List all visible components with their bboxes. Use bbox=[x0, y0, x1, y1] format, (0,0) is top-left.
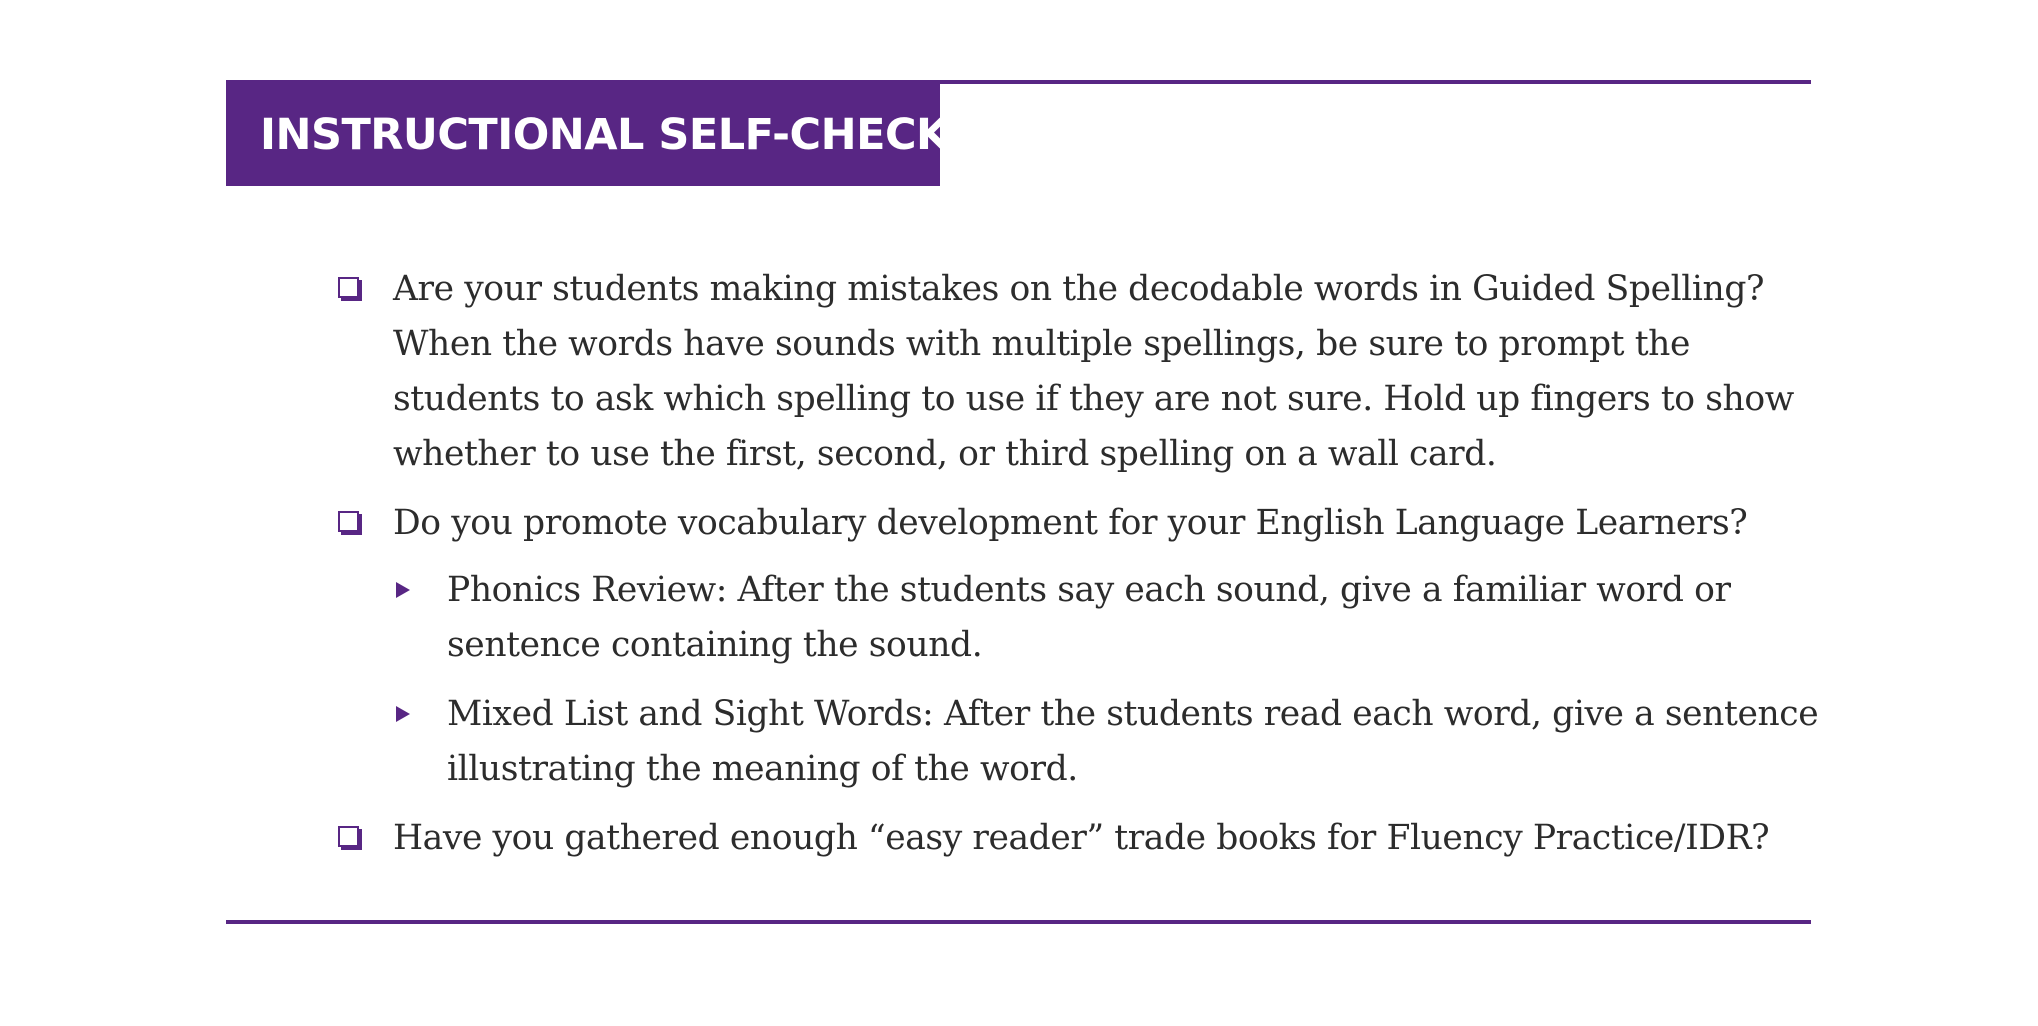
section-title: INSTRUCTIONAL SELF-CHECK bbox=[260, 110, 949, 160]
checklist-item bbox=[338, 496, 1828, 797]
checklist-item-text: Have you gathered enough “easy reader” trade books for Fluency Practice/IDR? bbox=[393, 818, 1770, 858]
checkbox-icon[interactable] bbox=[338, 826, 359, 847]
sub-item-text: Phonics Review: After the students say each sound, give a familiar word or sentence containing the sound. bbox=[447, 570, 1731, 665]
self-check-list bbox=[338, 262, 1828, 880]
checklist-item-text: Do you promote vocabulary development for your English Language Learners? bbox=[393, 503, 1748, 543]
checkbox-icon[interactable] bbox=[338, 511, 359, 532]
triangle-bullet-icon bbox=[396, 582, 410, 598]
sub-list-item bbox=[393, 687, 1828, 797]
checklist-item bbox=[338, 262, 1828, 482]
checklist-item bbox=[338, 811, 1828, 866]
checkbox-icon[interactable] bbox=[338, 277, 359, 298]
checklist-item-text: Are your students making mistakes on the decodable words in Guided Spelling? When the words have sounds with multiple spellings, be sure to prompt the students to ask which spelling to use if they are not sure. Hold up fingers to show whether to use the first, second, or third spelling on a wall card. bbox=[393, 269, 1794, 474]
triangle-bullet-icon bbox=[396, 706, 410, 722]
bottom-divider bbox=[226, 920, 1811, 924]
sub-list-item bbox=[393, 563, 1828, 673]
sub-list bbox=[393, 563, 1828, 797]
sub-item-text: Mixed List and Sight Words: After the students read each word, give a sentence illustrating the meaning of the word. bbox=[447, 694, 1819, 789]
